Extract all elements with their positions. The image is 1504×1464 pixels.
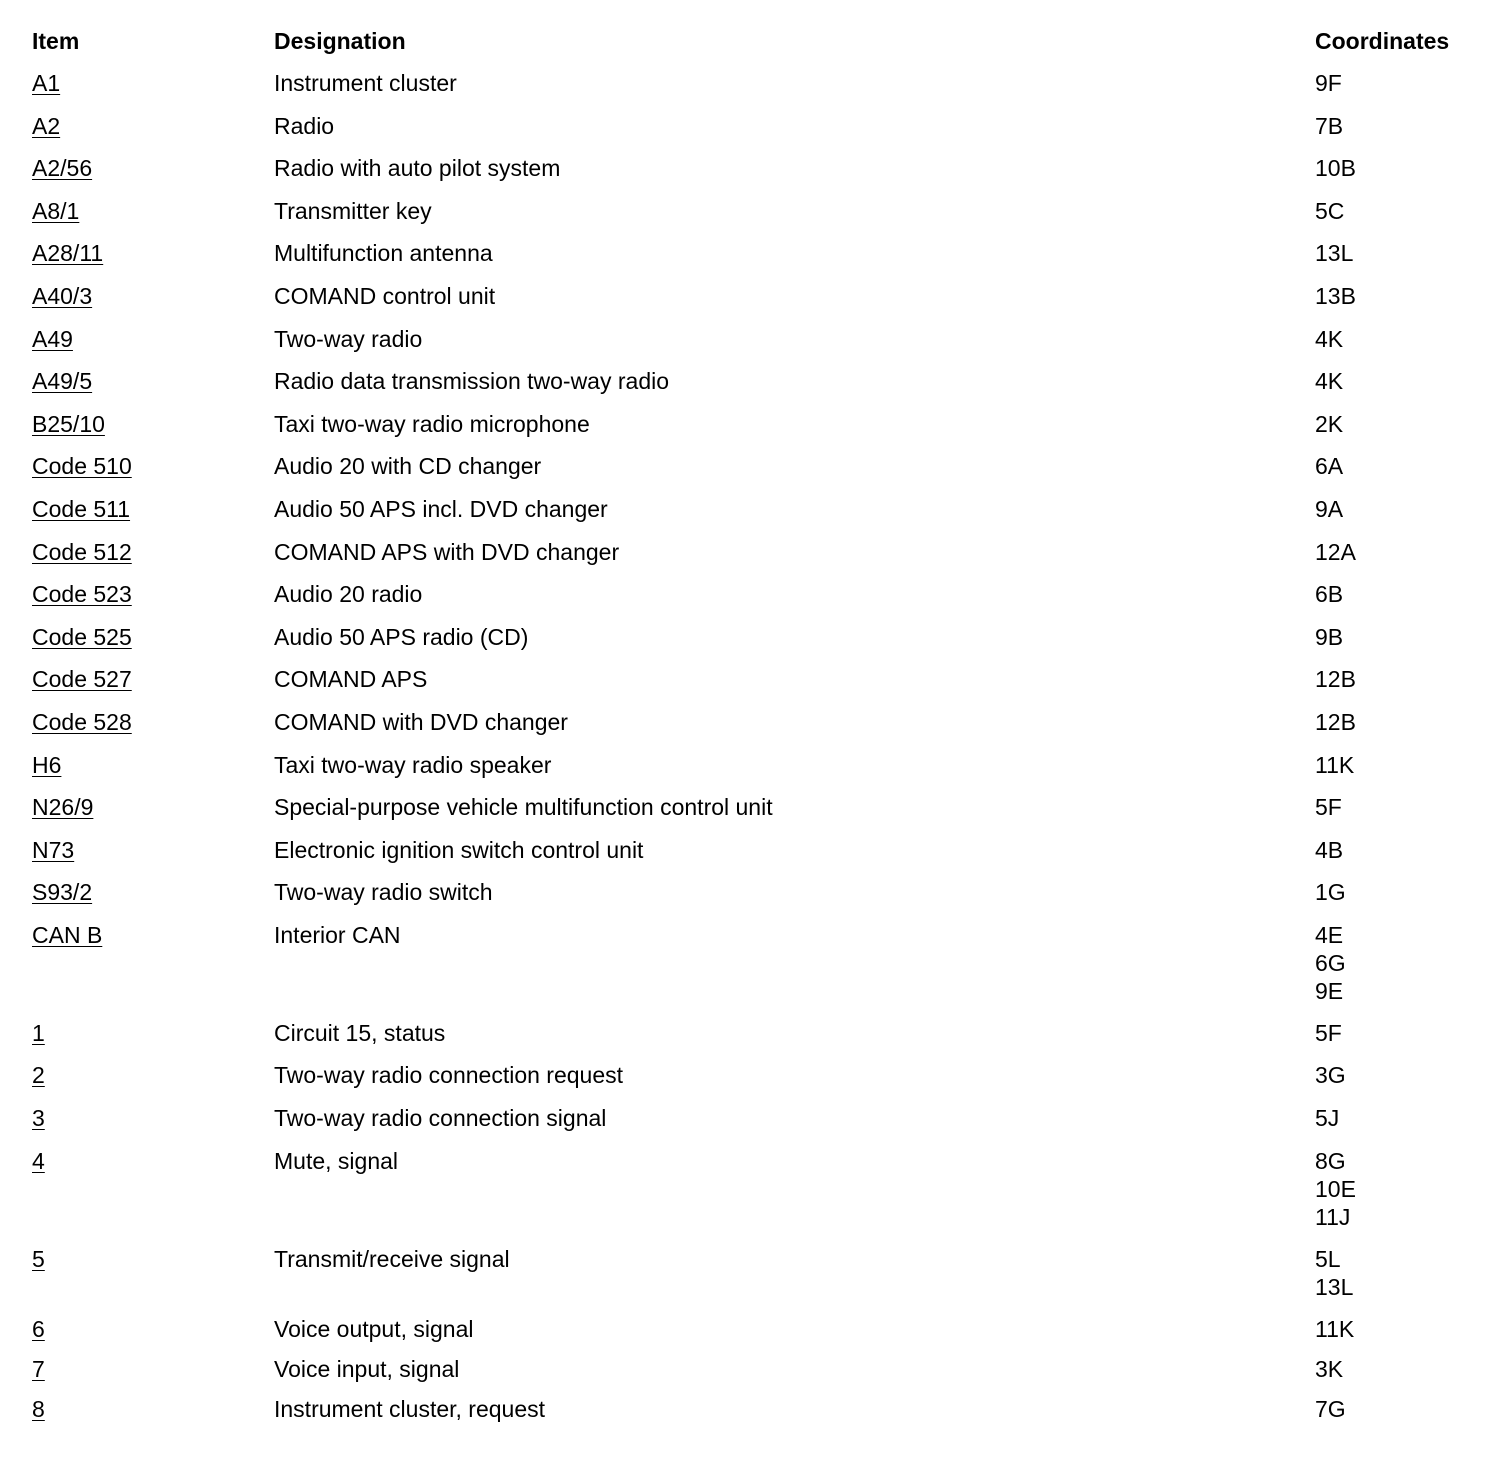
table-row [32,1147,1472,1245]
row-coordinates [1315,1245,1472,1301]
item-link[interactable]: A2/56 [32,155,93,182]
row-item-cell [32,112,274,140]
item-link[interactable]: A49/5 [32,368,93,395]
row-coordinates [1315,1395,1472,1423]
coordinate-value: 12B [1315,708,1356,735]
item-link[interactable]: Code 523 [32,581,132,608]
table-row [32,239,1472,282]
row-item-cell [32,197,274,225]
coordinate-value: 9B [1315,623,1344,650]
row-coordinates [1315,239,1472,267]
table-row [32,282,1472,325]
row-item-cell [32,665,274,693]
table-row [32,1315,1472,1355]
row-designation: Audio 20 radio [274,581,423,608]
row-coordinates [1315,1104,1472,1132]
row-item-cell [32,1355,274,1383]
table-row [32,878,1472,921]
row-item-cell [32,1315,274,1343]
row-item-cell [32,154,274,182]
row-coordinates [1315,708,1472,736]
row-coordinates [1315,623,1472,651]
table-row [32,580,1472,623]
header-coordinates: Coordinates [1315,28,1450,54]
row-designation: Instrument cluster [274,70,457,96]
row-item-cell [32,495,274,523]
table-row [32,1019,1472,1062]
row-item-cell [32,410,274,438]
item-link[interactable]: N73 [32,836,75,863]
row-coordinates [1315,197,1472,225]
row-designation: Voice output, signal [274,1315,474,1342]
table-row [32,154,1472,197]
row-designation: COMAND with DVD changer [274,708,568,735]
item-link[interactable]: Code 511 [32,495,131,522]
coordinate-value: 5L [1315,1245,1341,1272]
row-coordinates [1315,495,1472,523]
coordinate-value: 11K [1315,1315,1355,1342]
coordinate-value: 5F [1315,1019,1342,1046]
row-designation: Radio [274,112,335,139]
row-designation: Taxi two-way radio microphone [274,410,590,437]
item-link[interactable]: S93/2 [32,879,93,906]
row-designation: Interior CAN [274,921,401,948]
row-designation: Two-way radio connection signal [274,1105,607,1132]
row-item-cell [32,239,274,267]
row-designation: Audio 50 APS incl. DVD changer [274,495,608,522]
row-designation: Transmitter key [274,197,432,224]
item-link[interactable]: CAN B [32,921,103,948]
table-row [32,793,1472,836]
row-item-cell [32,793,274,821]
item-link[interactable]: 5 [32,1245,45,1272]
coordinate-value: 9F [1315,70,1342,96]
item-link[interactable]: A1 [32,70,61,96]
row-coordinates [1315,452,1472,480]
row-item-cell [32,751,274,779]
row-designation: Mute, signal [274,1147,399,1174]
coordinate-value: 11J [1315,1203,1351,1230]
item-link[interactable]: 8 [32,1395,45,1422]
row-coordinates [1315,1061,1472,1089]
table-row [32,751,1472,794]
row-item-cell [32,69,274,97]
row-item-cell [32,367,274,395]
table-header [32,26,1472,69]
coordinate-value: 5C [1315,197,1345,224]
item-link[interactable]: H6 [32,751,62,778]
coordinate-value: 6G [1315,949,1346,976]
item-link[interactable]: B25/10 [32,410,105,437]
coordinate-value: 6A [1315,453,1344,480]
coordinate-value: 9E [1315,977,1344,1004]
row-item-cell [32,836,274,864]
row-designation: Transmit/receive signal [274,1245,510,1272]
row-coordinates [1315,1019,1472,1047]
row-designation: Two-way radio connection request [274,1062,624,1089]
row-item-cell [32,1104,274,1132]
item-link[interactable]: A8/1 [32,197,80,224]
item-link[interactable]: 3 [32,1105,45,1132]
item-link[interactable]: Code 510 [32,453,132,480]
row-designation: Radio with auto pilot system [274,155,561,182]
item-link[interactable]: Code 528 [32,708,132,735]
row-coordinates [1315,836,1472,864]
coordinate-value: 12A [1315,538,1356,565]
coordinate-value: 4E [1315,921,1344,948]
row-item-cell [32,1019,274,1047]
table-row [32,1061,1472,1104]
coordinate-value: 5F [1315,794,1342,821]
table-row [32,836,1472,879]
row-designation: COMAND APS with DVD changer [274,538,620,565]
row-coordinates [1315,878,1472,906]
row-coordinates [1315,282,1472,310]
table-row [32,410,1472,453]
row-item-cell [32,282,274,310]
row-designation: Special-purpose vehicle multifunction control unit [274,794,773,821]
coordinate-value: 8G [1315,1147,1346,1174]
row-coordinates [1315,1355,1472,1383]
coordinate-value: 13L [1315,1273,1354,1300]
row-designation: COMAND APS [274,666,428,693]
row-designation: Audio 20 with CD changer [274,453,542,480]
row-item-cell [32,538,274,566]
coordinate-value: 10E [1315,1175,1356,1202]
row-item-cell [32,623,274,651]
item-link[interactable]: 4 [32,1147,45,1174]
legend-table [32,26,1472,1435]
table-row [32,197,1472,240]
row-coordinates [1315,154,1472,182]
table-row [32,623,1472,666]
row-coordinates [1315,367,1472,395]
item-link[interactable]: 7 [32,1355,45,1382]
row-item-cell [32,1245,274,1273]
table-row [32,665,1472,708]
header-designation: Designation [274,28,406,54]
table-row [32,495,1472,538]
table-body [32,69,1472,1435]
row-designation: COMAND control unit [274,282,496,309]
coordinate-value: 7B [1315,112,1344,139]
row-item-cell [32,1147,274,1175]
coordinate-value: 5J [1315,1105,1340,1132]
row-coordinates [1315,538,1472,566]
row-item-cell [32,1061,274,1089]
table-row [32,367,1472,410]
coordinate-value: 11K [1315,751,1355,778]
coordinate-value: 13L [1315,240,1354,267]
row-coordinates [1315,793,1472,821]
row-coordinates [1315,921,1472,1005]
row-item-cell [32,878,274,906]
table-row [32,1355,1472,1395]
item-link[interactable]: A28/11 [32,240,104,267]
coordinate-value: 7G [1315,1395,1346,1422]
row-designation: Circuit 15, status [274,1019,446,1046]
table-row [32,1245,1472,1315]
item-link[interactable]: A49 [32,325,73,352]
item-link[interactable]: 6 [32,1315,45,1342]
table-row [32,69,1472,112]
table-row [32,1395,1472,1435]
table-row [32,112,1472,155]
table-row [32,538,1472,581]
coordinate-value: 9A [1315,495,1344,522]
item-link[interactable]: Code 527 [32,666,132,693]
row-designation: Instrument cluster, request [274,1395,546,1422]
coordinate-value: 4K [1315,368,1344,395]
header-item: Item [32,28,80,54]
table-row [32,921,1472,1019]
row-coordinates [1315,665,1472,693]
coordinate-value: 3G [1315,1062,1346,1089]
item-link[interactable]: Code 512 [32,538,132,565]
row-designation: Two-way radio switch [274,879,493,906]
table-row [32,708,1472,751]
coordinate-value: 13B [1315,282,1356,309]
coordinate-value: 12B [1315,666,1356,693]
row-designation: Radio data transmission two-way radio [274,368,670,395]
row-coordinates [1315,1147,1472,1231]
row-item-cell [32,325,274,353]
row-item-cell [32,452,274,480]
row-coordinates [1315,69,1472,97]
coordinate-value: 10B [1315,155,1356,182]
row-item-cell [32,580,274,608]
row-coordinates [1315,751,1472,779]
coordinate-value: 3K [1315,1355,1344,1382]
row-designation: Electronic ignition switch control unit [274,836,644,863]
row-coordinates [1315,325,1472,353]
coordinate-value: 4K [1315,325,1344,352]
item-link[interactable]: A2 [32,112,61,139]
row-coordinates [1315,580,1472,608]
table-row [32,452,1472,495]
row-designation: Audio 50 APS radio (CD) [274,623,529,650]
table-row [32,325,1472,368]
item-link[interactable]: Code 525 [32,623,132,650]
row-item-cell [32,1395,274,1423]
item-link[interactable]: N26/9 [32,794,94,821]
coordinate-value: 4B [1315,836,1344,863]
coordinate-value: 1G [1315,879,1346,906]
row-item-cell [32,921,274,949]
row-coordinates [1315,1315,1472,1343]
coordinate-value: 6B [1315,581,1344,608]
table-row [32,1104,1472,1147]
row-item-cell [32,708,274,736]
row-designation: Taxi two-way radio speaker [274,751,552,778]
row-designation: Voice input, signal [274,1355,460,1382]
row-designation: Multifunction antenna [274,240,493,267]
item-link[interactable]: 2 [32,1062,45,1089]
item-link[interactable]: 1 [32,1019,45,1046]
row-coordinates [1315,112,1472,140]
coordinate-value: 2K [1315,410,1344,437]
row-designation: Two-way radio [274,325,423,352]
item-link[interactable]: A40/3 [32,282,93,309]
row-coordinates [1315,410,1472,438]
